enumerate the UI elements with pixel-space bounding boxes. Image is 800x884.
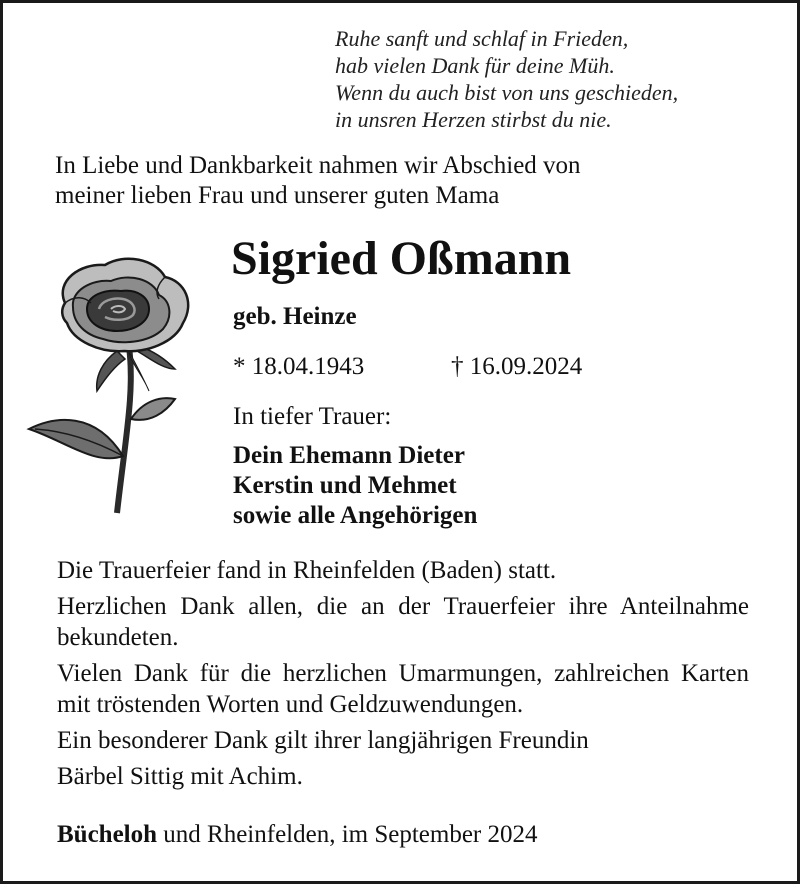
body-paragraph: Bärbel Sittig mit Achim. xyxy=(57,763,303,790)
death-date: † 16.09.2024 xyxy=(451,353,583,380)
body-text xyxy=(57,555,749,797)
mourners-list xyxy=(233,441,477,531)
intro-line: meiner lieben Frau und unserer guten Mama xyxy=(55,182,500,209)
poem-line: in unsren Herzen stirbst du nie. xyxy=(335,107,612,132)
poem-line: Wenn du auch bist von uns geschieden, xyxy=(335,80,679,105)
body-paragraph: Ein besonderer Dank gilt ihrer langjährigen Freundin xyxy=(57,727,589,754)
mourner: sowie alle Angehörigen xyxy=(233,502,478,529)
rose-icon xyxy=(25,251,205,521)
mourning-label: In tiefer Trauer: xyxy=(233,403,392,430)
maiden-name: geb. Heinze xyxy=(233,303,357,330)
poem-line: Ruhe sanft und schlaf in Frieden, xyxy=(335,26,629,51)
footer-rest: und Rheinfelden, im September 2024 xyxy=(157,821,538,848)
body-paragraph: Vielen Dank für die herzlichen Umarmungen, zahlreichen Karten mit tröstenden Worten und Geldzuwendungen. xyxy=(57,660,749,718)
poem-line: hab vielen Dank für deine Müh. xyxy=(335,53,615,78)
mourner: Dein Ehemann Dieter xyxy=(233,442,465,469)
rose-leaf-left xyxy=(29,420,123,458)
poem xyxy=(335,25,775,133)
rose-leaf-right xyxy=(131,398,175,420)
footer-place-date xyxy=(57,819,538,851)
footer-place-bold: Bücheloh xyxy=(57,821,158,848)
intro-line: In Liebe und Dankbarkeit nahmen wir Abschied von xyxy=(55,152,581,179)
deceased-name: Sigried Oßmann xyxy=(231,232,572,285)
intro-text xyxy=(55,151,755,211)
birth-date: * 18.04.1943 xyxy=(233,353,365,380)
rose-stem xyxy=(117,347,131,513)
body-paragraph: Die Trauerfeier fand in Rheinfelden (Baden) statt. xyxy=(57,557,557,584)
body-paragraph: Herzlichen Dank allen, die an der Trauerfeier ihre Anteilnahme bekundeten. xyxy=(57,593,749,651)
mourner: Kerstin und Mehmet xyxy=(233,472,457,499)
